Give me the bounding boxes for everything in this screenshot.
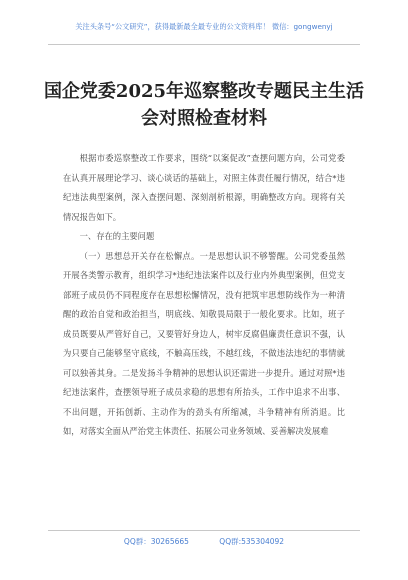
header-divider — [48, 44, 360, 45]
footer-qq-group-2: QQ群:535304092 — [219, 537, 285, 546]
document-title: 国企党委2025年巡察整改专题民主生活会对照检查材料 — [43, 81, 365, 129]
footer-divider — [48, 530, 360, 531]
footer — [0, 536, 408, 547]
body-paragraph: （一）思想总开关存在松懈点。一是思想认识不够警醒。公司党委虽然开展各类警示教育，组织学习*违纪违法案件以及行业内外典型案例，但党支部班子成员仍不同程度存在思想松懈情况，没有把筑牢思想防线作为一种清醒的政治自觉和政治担当，明底线、知敬畏局限于一般化要求。比如，班子成员既要从严管好自己，又要管好身边人，树牢反腐倡廉责任意识不强，认为只要自己能够坚守底线，不触高压线，不越红线，不做违法违纪的事情就可以独善其身。二是发扬斗争精神的思想认识还需进一步提升。通过对照*违纪违法案件，查摆领导班子成员求稳的思想有所抬头，工作中追求不出事、不出问题，开拓创新、主动作为的劲头有所缩减，斗争精神有所消退。比如，对落实全面从严治党主体责任、拓展公司业务领域、妥善解决发展难 — [63, 250, 345, 436]
intro-paragraph: 根据市委巡察整改工作要求，围绕“以案促改”查摆问题方向，公司党委在认真开展理论学习、谈心谈话的基础上，对照主体责任履行情况，结合*违纪违法典型案例，深入查摆问题、深刻剖析根源，明确整改方向。现将有关情况报告如下。 — [63, 153, 345, 222]
section-heading: 一、存在的主要问题 — [79, 231, 155, 241]
document-body — [63, 149, 345, 442]
footer-qq-group-1: QQ群：30265665 — [123, 537, 189, 546]
header-notice: 关注头条号“公文研究”，获得最新最全最专业的公文资料库！ 微信：gongwenyj — [75, 22, 333, 31]
